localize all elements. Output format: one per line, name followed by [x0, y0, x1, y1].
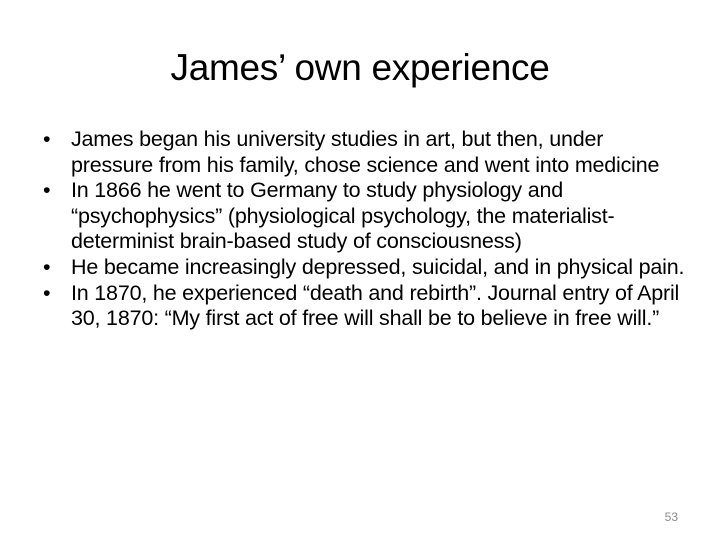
bullet-list [40, 127, 690, 332]
bullet-item [40, 255, 690, 281]
bullet-text: In 1866 he went to Germany to study physiology and “psychophysics” (physiological psychology, the materialist-determinist brain-based study of consciousness) [71, 178, 615, 254]
bullet-dot-icon: • [43, 280, 51, 305]
bullet-dot-icon: • [43, 127, 51, 151]
bullet-item [40, 178, 690, 255]
bullet-text: He became increasingly depressed, suicidal, and in physical pain. [71, 254, 685, 279]
bullet-dot-icon: • [43, 178, 51, 203]
bullet-text: In 1870, he experienced “death and rebirth”. Journal entry of April 30, 1870: “My first act of free will shall be to believe in free will.” [71, 280, 680, 331]
bullet-item [40, 127, 690, 178]
bullet-text: James began his university studies in art, but then, under pressure from his family, chose science and went into medicine [71, 127, 660, 177]
bullet-dot-icon: • [43, 254, 51, 279]
slide-title: James’ own experience [170, 47, 550, 88]
bullet-item [40, 281, 690, 332]
page-number: 53 [664, 510, 678, 524]
